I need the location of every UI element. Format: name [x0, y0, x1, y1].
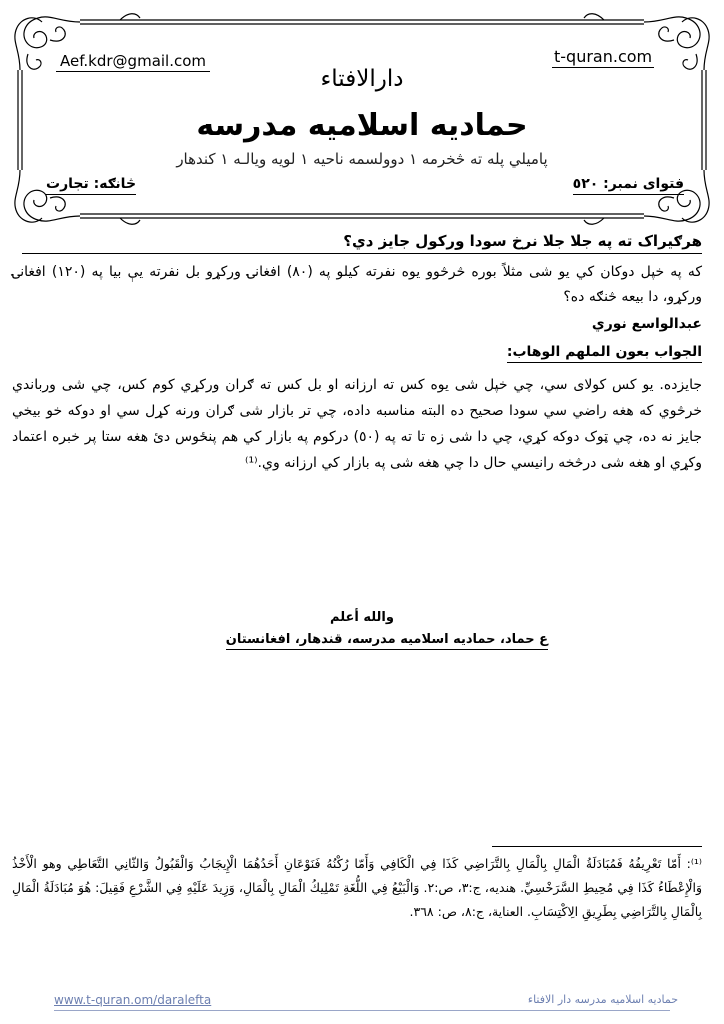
madrasa-title: حمادیه اسلامیه مدرسه — [196, 108, 528, 143]
branch-label: څانګه: تجارت — [46, 176, 136, 195]
answer-heading: الجواب بعون الملهم الوهاب: — [507, 344, 702, 363]
signature-line: ع حماد، حمادیه اسلامیه مدرسه، قندهار، افغانستان — [226, 632, 548, 650]
footer-label: حمادیه اسلامیه مدرسه دار الافتاء — [527, 993, 678, 1006]
address-line: پاميلي پله ته څخرمه ١ دوولسمه ناحيه ١ لويه ويالـه ١ كندهار — [176, 150, 548, 168]
question-title: هرګیراک ته په جلا جلا نرخ سودا ورکول جایز دي؟ — [22, 232, 702, 254]
footnote-text: ⁽¹⁾: أَمّا تَعْرِيفُهُ فَمُبَادَلَةُ الْمَالِ بِالْمَالِ بِالتَّرَاضِي كَذَا فِي الْكَافِي وَأَمّا رُكْنُهُ فَنَوْعَانِ أَحَدُهُمَا الْإِيجَابُ وَالْقَبُولُ وَالثّانِي التَّعَاطِي وهو الْأَخْذُ وَالْإِعْطَاءُ كَذَا فِي مُحِيطِ السَّرَخْسِيِّ. هنديه، ج:٣، ص:٢. وَالْبَيْعُ فِي اللُّغَةِ تَمْلِيكُ الْمَالِ بِالْمَالِ، وَزِيدَ عَلَيْهِ فِي الشَّرْعِ فَقِيلَ: هُوَ مُبَادَلَةُ الْمَالِ بِالْمَالِ بِالتَّرَاضِي بِطَرِيقِ الِاكْتِسَابِ. العناية، ج:٨، ص: ٣٦٨. — [12, 856, 702, 919]
closing-phrase: والله أعلم — [330, 610, 394, 625]
footer-link[interactable]: www.t-quran.om/daralefta — [54, 993, 212, 1007]
email-address: Aef.kdr@gmail.com — [56, 52, 210, 72]
asker-name: عبدالواسع نوري — [591, 316, 702, 332]
answer-body: جايزده. يو کس کولای سي، چي خپل شی يوه کس ته ارزانه او بل کس ته ګران ورکړي کوم کس، چي شی ورباندي خرڅوي که هغه راضي سي سودا صحيح ده البته مناسبه داده، چي تر بازار شی ګران ورنه کړل سي او دوکه خو بيخي جايز نه ده، چي ټوک دوکه کړي، چي دا شی زه تا ته په (٥٠) درکوم په بازار کي هم پنځوس دئ هغه ستا پر خبره اعتماد وکړي او هغه شی درڅخه رانيسي حال دا چي هغه شی په بازار کي ارزانه وي.⁽¹⁾ — [12, 377, 702, 471]
website-label: t-quran.com — [554, 47, 653, 66]
dar-al-ifta-title: دارالافتاء — [320, 66, 404, 92]
question-body: که په خپل دوکان کي يو شی مثلاً بوره څرڅوو يوه نفرته کيلو په (٨٠) افغانۍ ورکړو بل نفرته يې بيا په (١٢٠) افغانۍ ورکړو، دا بيعه څنګه ده؟ — [12, 264, 702, 305]
footer-divider — [54, 1010, 670, 1011]
footnote-divider — [492, 846, 702, 847]
fatwa-number: فتوای نمبر: ٥٢٠ — [573, 176, 684, 195]
